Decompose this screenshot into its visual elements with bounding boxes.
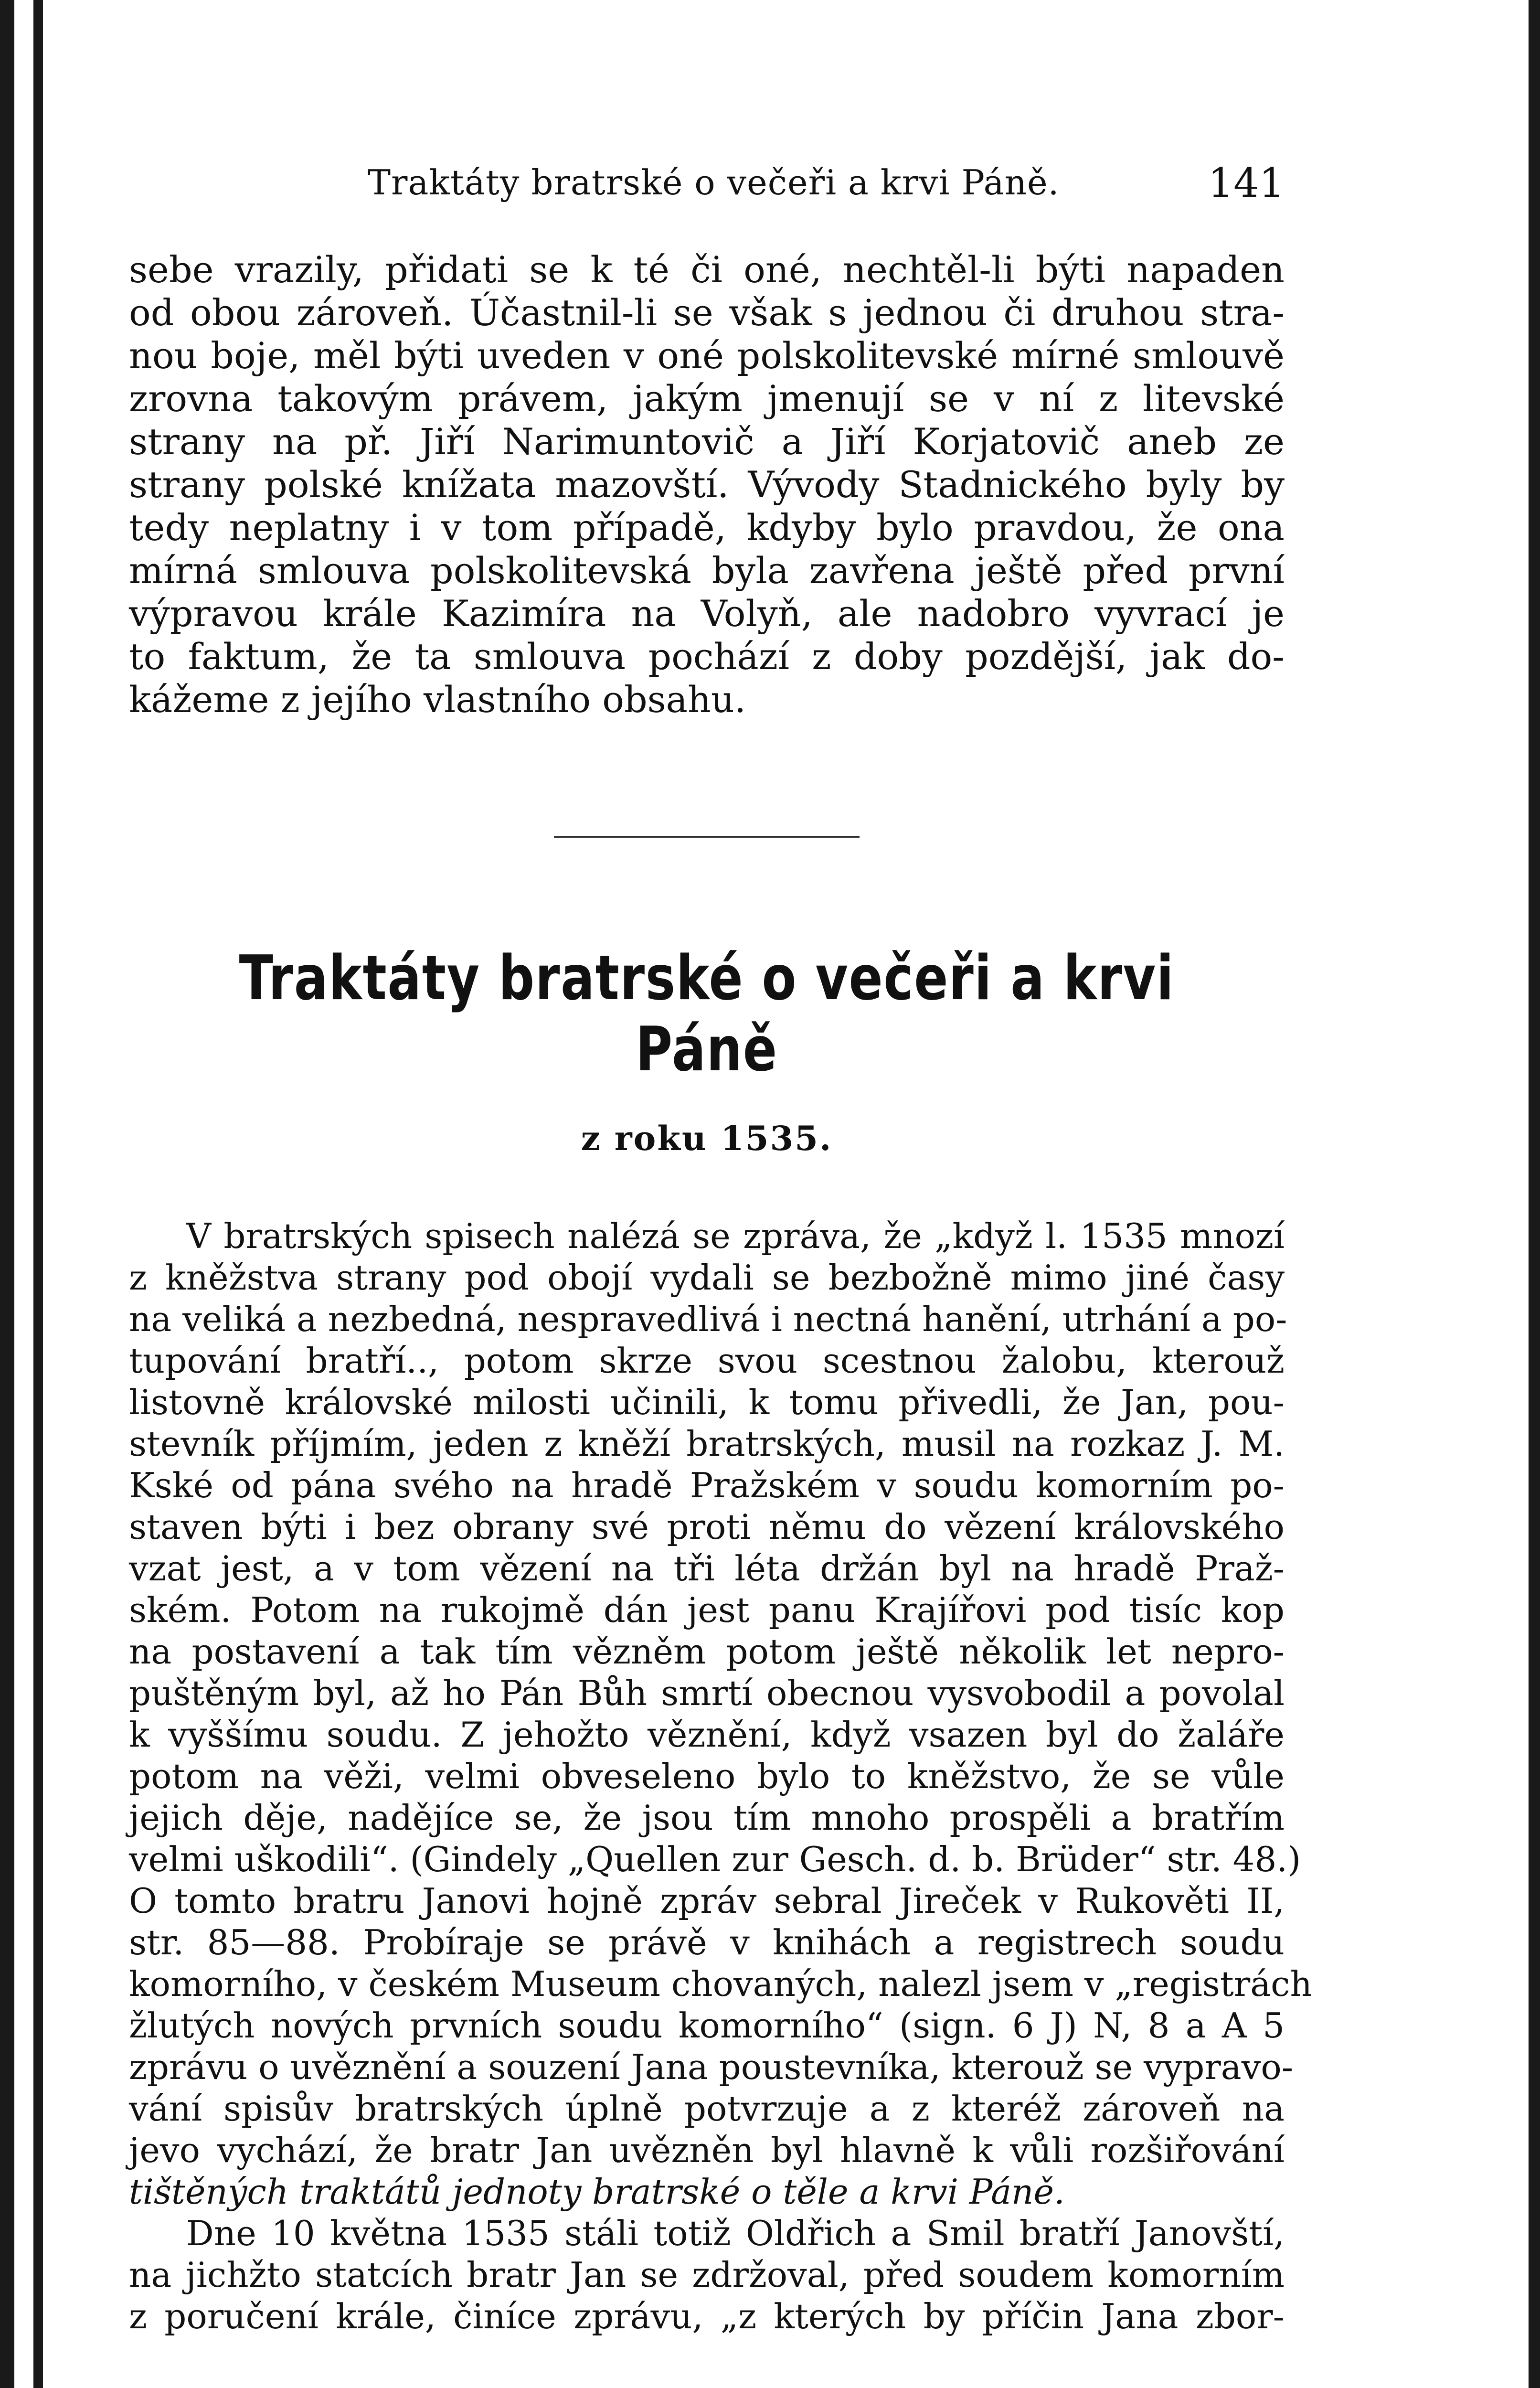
book-page <box>129 160 1312 2337</box>
page-number: 141 <box>1208 160 1285 206</box>
text-line: od obou zároveň. Účastnil-li se však s jednou či druhou stra- <box>129 291 1285 334</box>
text-line: žlutých nových prvních soudu komorního“ (sign. 6 J) N, 8 a A 5 <box>129 2005 1285 2046</box>
text-line: mírná smlouva polskolitevská byla zavřena ještě před první <box>129 549 1285 592</box>
text-line: na jichžto statcích bratr Jan se zdržoval, před soudem komorním <box>129 2255 1285 2295</box>
text-line: sebe vrazily, přidati se k té či oné, nechtěl-li býti napaden <box>129 248 1285 291</box>
article-paragraph-1 <box>129 1215 1312 2213</box>
section-separator <box>554 836 860 838</box>
text-line: zrovna takovým právem, jakým jmenují se v ní z litevské <box>129 377 1285 420</box>
article-paragraph-2 <box>129 2213 1285 2337</box>
article-title: Traktáty bratrské o večeři a krvi Páně <box>239 943 1175 1085</box>
text-line: vání spisův bratrských úplně potvrzuje a z kteréž zároveň na <box>129 2089 1285 2129</box>
text-line: vzat jest, a v tom vězení na tři léta držán byl na hradě Praž- <box>129 1548 1285 1588</box>
running-title: Traktáty bratrské o večeři a krvi Páně. <box>368 162 1060 203</box>
text-line: str. 85—88. Probíraje se právě v knihách a registrech soudu <box>129 1922 1285 1962</box>
text-line: jejich děje, nadějíce se, že jsou tím mnoho prospěli a bratřím <box>129 1798 1285 1838</box>
text-line: Dne 10 května 1535 stáli totiž Oldřich a Smil bratří Janovští, <box>186 2213 1285 2253</box>
text-line: strany polské knížata mazovští. Vývody Stadnického byly by <box>129 463 1285 506</box>
text-line: to faktum, že ta smlouva pochází z doby pozdější, jak do- <box>129 635 1285 678</box>
article-body <box>129 1215 1312 2337</box>
text-line: kážeme z jejího vlastního obsahu. <box>129 678 746 721</box>
text-line: V bratrských spisech nalézá se zpráva, že „když l. 1535 mnozí <box>186 1216 1285 1256</box>
text-line: nou boje, měl býti uveden v oné polskolitevské mírné smlouvě <box>129 334 1285 377</box>
italic-text-line: tištěných traktátů jednoty bratrské o těle a krvi Páně. <box>129 2172 1065 2212</box>
scan-border-right <box>1529 0 1540 2388</box>
text-line: listovně královské milosti učinili, k tomu přivedli, že Jan, pou- <box>129 1382 1285 1422</box>
text-line: na veliká a nezbedná, nespravedlivá i nectná hanění, utrhání a po- <box>129 1299 1287 1339</box>
text-line: tedy neplatny i v tom případě, kdyby bylo pravdou, že ona <box>129 506 1285 549</box>
text-line: puštěným byl, až ho Pán Bůh smrtí obecnou vysvobodil a povolal <box>129 1673 1285 1713</box>
text-line: výpravou krále Kazimíra na Volyň, ale nadobro vyvrací je <box>129 592 1285 635</box>
article-subtitle: z roku 1535. <box>581 1119 833 1158</box>
text-line: Kské od pána svého na hradě Pražském v soudu komorním po- <box>129 1465 1285 1505</box>
text-line: tupování bratří.., potom skrze svou scestnou žalobu, kterouž <box>129 1341 1285 1381</box>
running-head <box>129 162 1285 210</box>
text-line: jevo vychází, že bratr Jan uvězněn byl hlavně k vůli rozšiřování <box>129 2130 1285 2170</box>
scan-border-left <box>0 0 14 2388</box>
text-line: k vyššímu soudu. Z jehožto věznění, když vsazen byl do žaláře <box>129 1715 1285 1755</box>
text-line: komorního, v českém Museum chovaných, nalezl jsem v „registrách <box>129 1964 1312 2004</box>
text-line: stevník příjmím, jeden z kněží bratrských, musil na rozkaz J. M. <box>129 1424 1285 1464</box>
text-line: staven býti i bez obrany své proti němu do vězení královského <box>129 1507 1285 1547</box>
continued-paragraph <box>129 248 1285 721</box>
text-line: velmi uškodili“. (Gindely „Quellen zur Gesch. d. b. Brüder“ str. 48.) <box>129 1839 1301 1879</box>
text-line: z poručení krále, činíce zprávu, „z kterých by příčin Jana zbor- <box>129 2296 1285 2336</box>
text-line: z kněžstva strany pod obojí vydali se bezbožně mimo jiné časy <box>129 1258 1285 1298</box>
text-line: potom na věži, velmi obveseleno bylo to kněžstvo, že se vůle <box>129 1756 1285 1796</box>
text-line: zprávu o uvěznění a souzení Jana poustevníka, kterouž se vypravo- <box>129 2047 1294 2087</box>
text-line: strany na př. Jiří Narimuntovič a Jiří Korjatovič aneb ze <box>129 420 1285 463</box>
text-line: na postavení a tak tím vězněm potom ještě několik let nepro- <box>129 1631 1285 1672</box>
text-line: ském. Potom na rukojmě dán jest panu Krajířovi pod tisíc kop <box>129 1590 1285 1630</box>
scan-border-left-inner <box>33 0 43 2388</box>
text-line: O tomto bratru Janovi hojně zpráv sebral Jireček v Rukověti II, <box>129 1881 1285 1921</box>
